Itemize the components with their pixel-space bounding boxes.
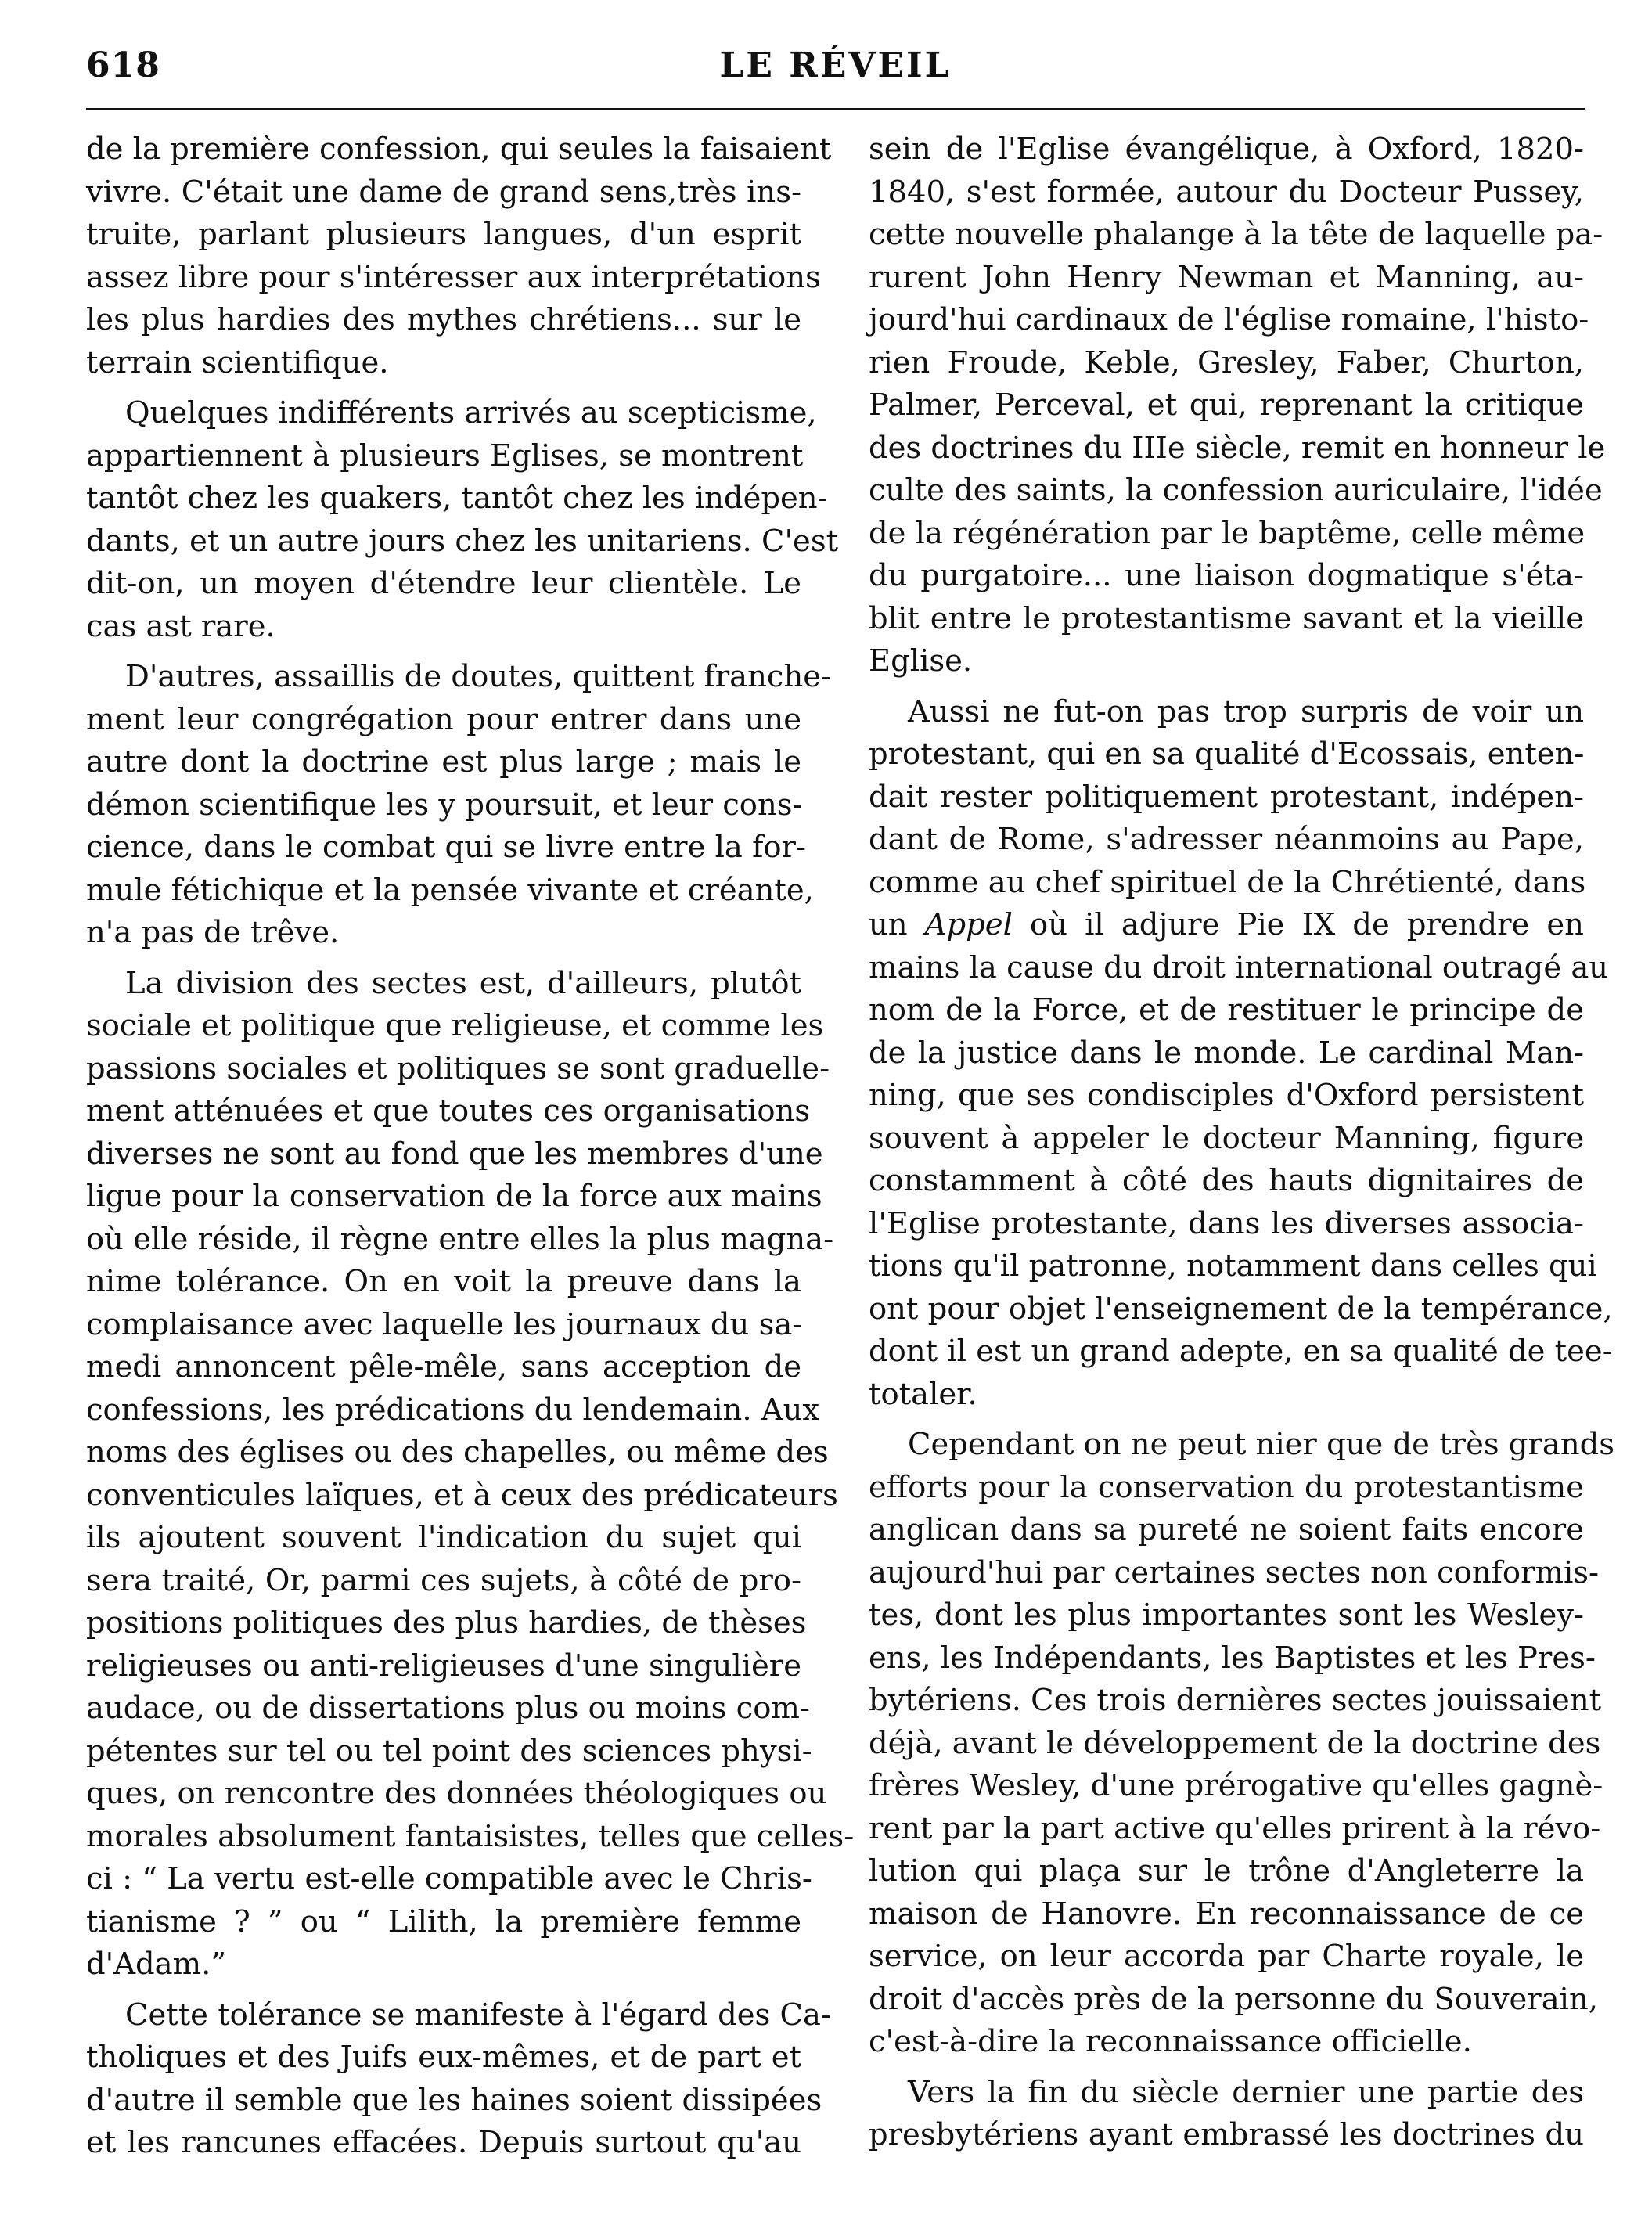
text-line: rent par la part active qu'elles prirent à la révo- [869, 1810, 1601, 1846]
text-line: positions politiques des plus hardies, de thèses [86, 1605, 807, 1640]
text-line: de la première confession, qui seules la faisaient [86, 131, 832, 167]
paragraph-gap [86, 384, 801, 392]
text-line: morales absolument fantaisistes, telles que celles- [86, 1818, 855, 1854]
text-line: Palmer, Perceval, et qui, reprenant la critique [869, 387, 1584, 423]
text-line: c'est-à-dire la reconnaissance officielle. [869, 2024, 1472, 2059]
text-line: autre dont la doctrine est plus large ; mais le [86, 744, 801, 780]
text-line: sein de l'Eglise évangélique, à Oxford, 1820- [869, 131, 1584, 167]
text-line: frères Wesley, d'une prérogative qu'elles gagnè- [869, 1768, 1603, 1803]
text-line: dait rester politiquement protestant, indépen- [869, 779, 1584, 815]
text-line: comme au chef spirituel de la Chrétienté, dans [869, 864, 1586, 900]
text-line: Eglise. [869, 643, 973, 679]
text-line: vivre. C'était une dame de grand sens,très ins- [86, 174, 801, 210]
text-line: service, on leur accorda par Charte royale, le [869, 1939, 1584, 1974]
page-number: 618 [86, 45, 160, 85]
text-line: Aussi ne fut-on pas trop surpris de voir un [908, 693, 1584, 729]
text-line: sera traité, Or, parmi ces sujets, à côté de pro- [86, 1562, 801, 1598]
text-line: les plus hardies des mythes chrétiens... sur le [86, 302, 801, 337]
text-line: de la justice dans le monde. Le cardinal Man- [869, 1035, 1584, 1071]
right-column [869, 128, 1615, 2157]
italic-title: Appel [924, 907, 1013, 942]
text-line: pétentes sur tel ou tel point des sciences physi- [86, 1733, 812, 1769]
text-line: totaler. [869, 1376, 977, 1412]
text-line: Cette tolérance se manifeste à l'égard des Ca- [125, 1997, 831, 2033]
text-line: D'autres, assaillis de doutes, quittent franche- [125, 659, 832, 694]
text-line: efforts pour la conservation du protestantisme [869, 1469, 1584, 1505]
paragraph-gap [869, 2064, 1584, 2072]
running-title: LE RÉVEIL [719, 45, 952, 85]
text-line: ont pour objet l'enseignement de la tempérance, [869, 1291, 1613, 1327]
text-line: cette nouvelle phalange à la tête de laquelle pa- [869, 217, 1603, 252]
text-line: constamment à côté des hauts dignitaires de [869, 1163, 1584, 1198]
text-line: tantôt chez les quakers, tantôt chez les indépen- [86, 481, 828, 516]
text-line: sociale et politique que religieuse, et comme les [86, 1008, 824, 1043]
text-line: assez libre pour s'intéresser aux interprétations [86, 259, 821, 295]
text-line: confessions, les prédications du lendemain. Aux [86, 1392, 820, 1428]
text-line: ment atténuées et que toutes ces organisations [86, 1093, 811, 1129]
text-line: nom de la Force, et de restituer le principe de [869, 992, 1584, 1028]
text-line: droit d'accès près de la personne du Souverain, [869, 1981, 1598, 2017]
text-line: nime tolérance. On en voit la preuve dans la [86, 1264, 801, 1299]
text-line: diverses ne sont au fond que les membres d'une [86, 1136, 823, 1172]
paragraph-gap [86, 955, 801, 963]
text-line: déjà, avant le développement de la doctrine des [869, 1725, 1601, 1761]
text-line: medi annoncent pêle-mêle, sans acception de [86, 1349, 801, 1385]
text-line: presbytériens ayant embrassé les doctrines du [869, 2117, 1584, 2152]
text-line: La division des sectes est, d'ailleurs, plutôt [125, 965, 801, 1001]
text-line: d'Adam.” [86, 1946, 227, 1982]
text-line: ils ajoutent souvent l'indication du sujet qui [86, 1520, 801, 1555]
text-line: tholiques et des Juifs eux-mêmes, et de part et [86, 2040, 801, 2075]
text-line: mule fétichique et la pensée vivante et créante, [86, 872, 814, 908]
text-line: conventicules laïques, et à ceux des prédicateurs [86, 1477, 838, 1513]
text-line: protestant, qui en sa qualité d'Ecossais, enten- [869, 736, 1585, 772]
text-line: ques, on rencontre des données théologiques ou [86, 1776, 827, 1811]
text-line: dit-on, un moyen d'étendre leur clientèle. Le [86, 566, 801, 601]
paragraph-gap [869, 683, 1584, 691]
text-line: démon scientifique les y poursuit, et leur cons- [86, 787, 803, 823]
text-line: l'Eglise protestante, dans les diverses associa- [869, 1205, 1584, 1241]
paragraph-gap [86, 648, 801, 656]
text-line: cas ast rare. [86, 608, 275, 644]
text-line: aujourd'hui par certaines sectes non conformis- [869, 1554, 1600, 1590]
text-line: dants, et un autre jours chez les unitariens. C'est [86, 523, 839, 559]
left-column [86, 128, 855, 2165]
text-line: religieuses ou anti-religieuses d'une singulière [86, 1648, 801, 1684]
text-line: tes, dont les plus importantes sont les Wesley- [869, 1597, 1584, 1633]
text-line: cience, dans le combat qui se livre entre la for- [86, 830, 806, 865]
text-line: ens, les Indépendants, les Baptistes et les Pres- [869, 1640, 1596, 1676]
paragraph-gap [869, 1416, 1584, 1424]
text-line: passions sociales et politiques se sont graduelle- [86, 1050, 830, 1086]
text-line: souvent à appeler le docteur Manning, figure [869, 1120, 1584, 1156]
text-line: un Appel où il adjure Pie IX de prendre en [869, 907, 1584, 942]
text-line: maison de Hanovre. En reconnaissance de ce [869, 1896, 1584, 1932]
text-line: audace, ou de dissertations plus ou moins com- [86, 1691, 810, 1726]
page-header [86, 45, 1585, 100]
text-line: bytériens. Ces trois dernières sectes jouissaient [869, 1683, 1602, 1718]
text-line: culte des saints, la confession auriculaire, l'idée [869, 473, 1603, 508]
text-line: rien Froude, Keble, Gresley, Faber, Churton, [869, 344, 1584, 380]
text-line: dant de Rome, s'adresser néanmoins au Pape, [869, 822, 1584, 857]
text-line: du purgatoire... une liaison dogmatique s'éta- [869, 558, 1584, 593]
text-line: tions qu'il patronne, notamment dans celles qui [869, 1248, 1597, 1284]
text-line: d'autre il semble que les haines soient dissipées [86, 2082, 822, 2118]
text-line: ligue pour la conservation de la force aux mains [86, 1179, 822, 1214]
text-line: complaisance avec laquelle les journaux du sa- [86, 1306, 803, 1342]
text-line: terrain scientifique. [86, 344, 389, 380]
text-line: appartiennent à plusieurs Eglises, se montrent [86, 438, 804, 474]
text-line: n'a pas de trêve. [86, 915, 340, 950]
text-line: Cependant on ne peut nier que de très grands [908, 1427, 1615, 1462]
text-line: noms des églises ou des chapelles, ou même des [86, 1435, 829, 1470]
text-line: des doctrines du IIIe siècle, remit en honneur le [869, 430, 1606, 466]
text-line: dont il est un grand adepte, en sa qualité de tee- [869, 1334, 1613, 1369]
text-line: tianisme ? ” ou “ Lilith, la première femme [86, 1903, 801, 1939]
text-line: ning, que ses condisciples d'Oxford persistent [869, 1078, 1584, 1113]
text-line: 1840, s'est formée, autour du Docteur Pussey, [869, 174, 1584, 210]
text-line: ment leur congrégation pour entrer dans une [86, 701, 801, 737]
text-line: ci : “ La vertu est-elle compatible avec le Chris- [86, 1861, 812, 1896]
text-line: truite, parlant plusieurs langues, d'un esprit [86, 217, 801, 252]
text-line: rurent John Henry Newman et Manning, au- [869, 259, 1584, 295]
text-line: de la régénération par le baptême, celle même [869, 515, 1585, 551]
text-line: Quelques indifférents arrivés au scepticisme, [125, 395, 817, 430]
text-line: Vers la fin du siècle dernier une partie des [908, 2074, 1584, 2110]
text-line: et les rancunes effacées. Depuis surtout qu'au [86, 2125, 801, 2160]
text-line: où elle réside, il règne entre elles la plus magna- [86, 1221, 834, 1257]
text-line: jourd'hui cardinaux de l'église romaine, l'histo- [869, 302, 1589, 337]
text-line: mains la cause du droit international outragé au [869, 949, 1609, 985]
text-line: blit entre le protestantisme savant et la vieille [869, 600, 1584, 636]
header-rule [86, 108, 1585, 110]
paragraph-gap [86, 1986, 801, 1994]
text-line: lution qui plaça sur le trône d'Angleterre la [869, 1853, 1584, 1889]
text-line: anglican dans sa pureté ne soient faits encore [869, 1512, 1584, 1547]
